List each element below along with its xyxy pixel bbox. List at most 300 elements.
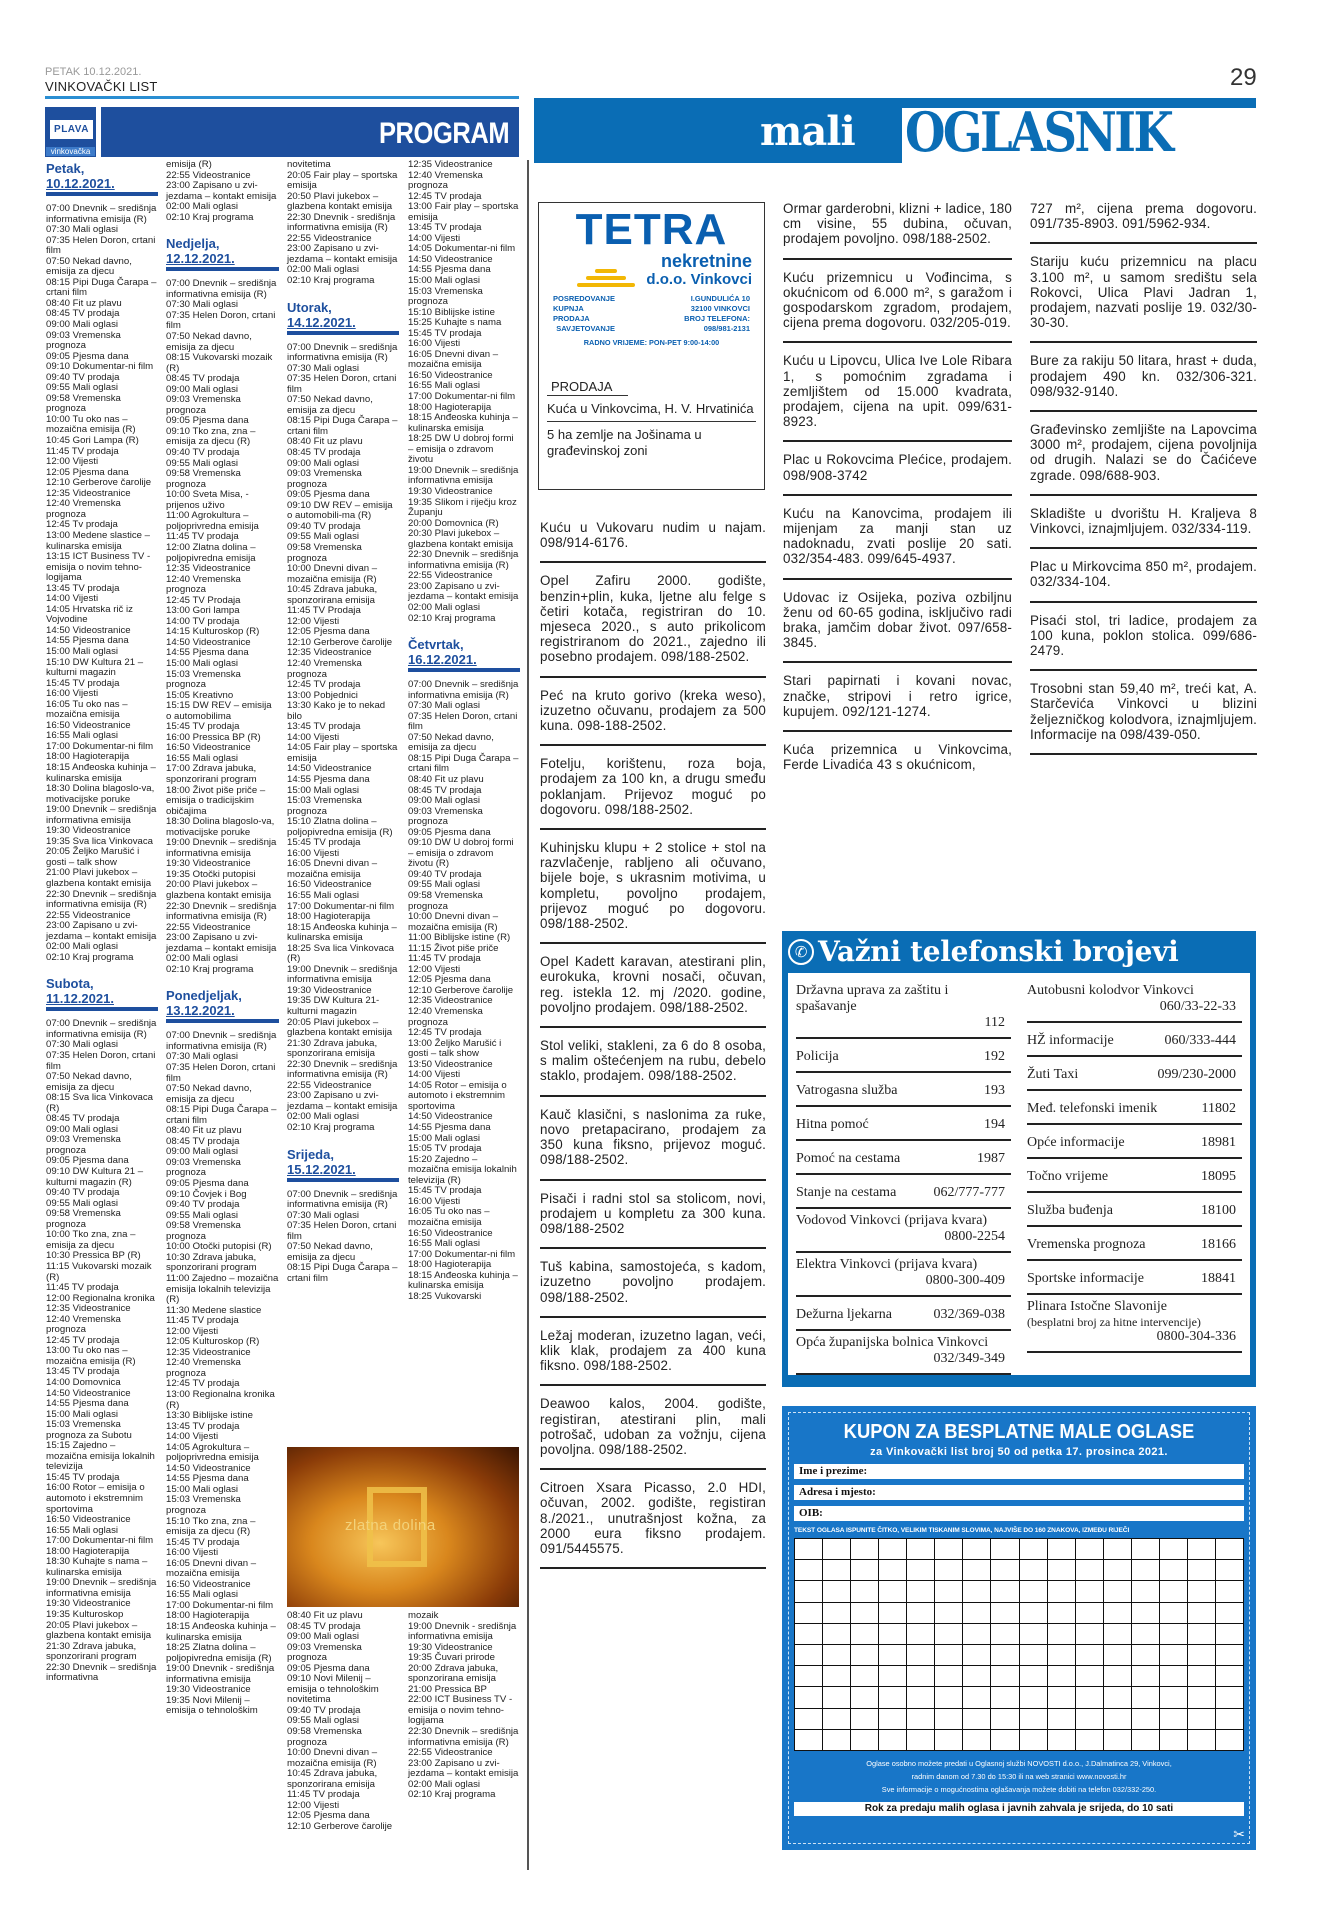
grid-cell[interactable] (935, 1666, 963, 1687)
grid-cell[interactable] (963, 1709, 991, 1730)
program-entry: 19:00 Dnevnik – središnja informativna emisija (166, 837, 277, 859)
program-entry: 12:05 Pjesma dana (408, 974, 491, 986)
header-divider (45, 96, 519, 99)
program-entry: 09:55 Mali oglasi (46, 1197, 118, 1209)
grid-cell[interactable] (1104, 1687, 1132, 1708)
grid-cell[interactable] (1020, 1666, 1048, 1687)
grid-cell[interactable] (907, 1730, 935, 1751)
grid-cell[interactable] (963, 1560, 991, 1581)
program-entry: 09:58 Vremenska prognoza (166, 468, 241, 490)
grid-cell[interactable] (935, 1581, 963, 1602)
day-date: 10.12.2021. (46, 176, 115, 191)
program-entry: 13:00 Medene slastice – kulinarska emisija (46, 529, 150, 552)
day-spacer (166, 223, 279, 235)
program-entry: 20:05 Fair play – sportska emisija (287, 169, 398, 192)
grid-cell[interactable] (991, 1603, 1019, 1624)
grid-cell[interactable] (795, 1709, 823, 1730)
grid-cell[interactable] (907, 1581, 935, 1602)
grid-cell[interactable] (935, 1539, 963, 1560)
grid-cell[interactable] (1020, 1624, 1048, 1645)
program-entry: 23:00 Zapisano u zvi-jezdama – kontakt emisija (408, 1757, 519, 1780)
grid-cell[interactable] (851, 1730, 879, 1751)
program-entry: 18:00 Hagioterapija (287, 911, 371, 923)
program-entry: 09:05 Pjesma dana (46, 1155, 129, 1167)
phone-row (796, 1297, 1011, 1331)
program-entry: 08:40 Fit uz plavu (287, 436, 363, 448)
phone-label: Državna uprava za zaštitu i spašavanje (796, 983, 949, 1014)
grid-cell[interactable] (1160, 1645, 1188, 1666)
grid-cell[interactable] (1020, 1709, 1048, 1730)
grid-cell[interactable] (963, 1624, 991, 1645)
grid-cell[interactable] (991, 1539, 1019, 1560)
classifieds-column-right-b (1030, 201, 1257, 755)
grid-cell[interactable] (795, 1539, 823, 1560)
program-entry: 02:10 Kraj programa (408, 612, 496, 624)
program-entry: 19:00 Dnevnik – središnja informativna emisija (287, 963, 398, 986)
grid-cell[interactable] (1188, 1581, 1216, 1602)
grid-cell[interactable] (879, 1666, 907, 1687)
grid-cell[interactable] (1020, 1603, 1048, 1624)
grid-cell[interactable] (1020, 1581, 1048, 1602)
grid-cell[interactable] (1132, 1645, 1160, 1666)
grid-cell[interactable] (1048, 1645, 1076, 1666)
program-entry: 22:55 Videostranice (408, 1747, 493, 1759)
program-entry: 13:00 Gori lampa (166, 605, 240, 617)
grid-cell[interactable] (1104, 1666, 1132, 1687)
program-entry: 12:35 Videostranice (408, 995, 493, 1007)
day-rule (46, 1007, 158, 1011)
grid-cell[interactable] (1160, 1539, 1188, 1560)
grid-cell[interactable] (1076, 1581, 1104, 1602)
grid-cell[interactable] (1188, 1624, 1216, 1645)
grid-cell[interactable] (795, 1581, 823, 1602)
grid-cell[interactable] (1104, 1560, 1132, 1581)
program-entry: 09:00 Mali oglasi (408, 795, 480, 807)
classified-ad: Bure za rakiju 50 litara, hrast + duda, prodajem 490 kn. 032/306-321. 098/932-9140. (1030, 343, 1257, 412)
grid-cell[interactable] (1188, 1666, 1216, 1687)
phone-label: Vatrogasna služba (796, 1083, 898, 1098)
grid-cell[interactable] (1160, 1560, 1188, 1581)
program-entry: 17:00 Zdrava jabuka, sponzorirani program (166, 763, 257, 785)
grid-cell[interactable] (1104, 1624, 1132, 1645)
grid-cell[interactable] (1216, 1624, 1244, 1645)
phones-title-row (788, 931, 1250, 973)
grid-cell[interactable] (1076, 1603, 1104, 1624)
grid-cell[interactable] (1048, 1603, 1076, 1624)
program-entry: 08:15 Pipi Duga Čarapa – crtani film (46, 276, 157, 299)
program-entry: 12:00 Vijesti (287, 615, 340, 627)
grid-cell[interactable] (1048, 1730, 1076, 1751)
grid-cell[interactable] (1188, 1539, 1216, 1560)
phone-row (796, 1141, 1011, 1175)
program-entry: 09:03 Vremenska prognoza (46, 1134, 121, 1156)
grid-cell[interactable] (851, 1603, 879, 1624)
grid-cell[interactable] (935, 1645, 963, 1666)
grid-cell[interactable] (1048, 1581, 1076, 1602)
program-entry: 18:00 Hagioterapija (46, 751, 130, 763)
grid-cell[interactable] (1188, 1730, 1216, 1751)
phone-number: 18095 (1201, 1169, 1236, 1184)
grid-cell[interactable] (1104, 1539, 1132, 1560)
program-entry: 12:45 TV prodaja (166, 1378, 240, 1390)
grid-cell[interactable] (851, 1666, 879, 1687)
name-field[interactable]: Ime i prezime: (794, 1464, 1244, 1479)
grid-cell[interactable] (1132, 1581, 1160, 1602)
program-entry: 15:00 Mali oglasi (46, 645, 118, 657)
grid-cell[interactable] (879, 1560, 907, 1581)
grid-cell[interactable] (935, 1687, 963, 1708)
program-entry: 14:50 Videostranice (166, 1462, 251, 1474)
phone-number: 0800-300-409 (925, 1273, 1005, 1288)
grid-cell[interactable] (1216, 1730, 1244, 1751)
program-entry: 07:30 Mali oglasi (166, 1051, 238, 1063)
program-entry: 19:35 Otočki putopisi (166, 868, 256, 880)
grid-cell[interactable] (879, 1581, 907, 1602)
program-entry: 13:50 Videostranice (408, 1058, 493, 1070)
grid-cell[interactable] (1160, 1730, 1188, 1751)
program-entry: 15:10 Biblijske istine (408, 306, 495, 318)
grid-cell[interactable] (795, 1666, 823, 1687)
classified-ad: Skladište u dvorištu H. Kraljeva 8 Vinkovci, iznajmljujem. 032/334-119. (1030, 496, 1257, 549)
program-entry: 20:00 Domovnica (R) (408, 517, 499, 529)
program-entry: 08:45 TV prodaja (408, 784, 482, 796)
program-entry: 17:00 Dokumentar-ni film (166, 1599, 274, 1611)
classified-ad: Plac u Rokovcima Plećice, prodajem. 098/908-3742 (783, 442, 1012, 495)
grid-cell[interactable] (1104, 1730, 1132, 1751)
grid-cell[interactable] (1020, 1687, 1048, 1708)
grid-cell[interactable] (795, 1624, 823, 1645)
grid-cell[interactable] (1216, 1709, 1244, 1730)
tetra-address (684, 294, 750, 334)
program-entry: 09:05 Pjesma dana (408, 826, 491, 838)
program-entry: 13:45 TV prodaja (408, 222, 482, 234)
grid-cell[interactable] (851, 1687, 879, 1708)
classified-ad: Kuhinjsku klupu + 2 stolice + stol na razvlačenje, rabljeno ali očuvano, bijele boje, s ukrasnim motivima, u kompletu, povoljno prodajem, prijevoz moguć po dogovoru. 098/188-2502. (540, 830, 766, 944)
grid-cell[interactable] (1160, 1666, 1188, 1687)
classified-ad: Opel Zafiru 2000. godište, benzin+plin, kuka, ljetne alu felge s četiri kotača, registriran do 10. mjeseca 2020., s auto prikolicom registriranom do 2021., zajedno ili posebno prodajem. 098/188-2502. (540, 563, 766, 677)
program-entry: 18:00 Hagioterapija (166, 1610, 250, 1622)
grid-cell[interactable] (991, 1687, 1019, 1708)
grid-cell[interactable] (1048, 1560, 1076, 1581)
grid-cell[interactable] (1076, 1709, 1104, 1730)
program-entry: 23:00 Zapisano u zvi-jezdama – kontakt emisija (287, 1090, 398, 1112)
grid-cell[interactable] (879, 1645, 907, 1666)
coupon-subtitle: za Vinkovački list broj 50 od petka 17. prosinca 2021. (870, 1446, 1168, 1458)
program-entry: 09:55 Mali oglasi (166, 457, 238, 469)
grid-cell[interactable] (879, 1730, 907, 1751)
grid-cell[interactable] (907, 1666, 935, 1687)
grid-cell[interactable] (991, 1560, 1019, 1581)
program-entry: 08:15 Pipi Duga Čarapa – crtani film (408, 752, 519, 775)
grid-cell[interactable] (1216, 1666, 1244, 1687)
grid-cell[interactable] (1132, 1687, 1160, 1708)
ad-text-grid[interactable] (794, 1538, 1244, 1751)
phone-row (796, 1039, 1011, 1073)
classifieds-column-middle (540, 520, 766, 1569)
program-entry: 21:00 Pressica BP (408, 1683, 487, 1695)
phone-row (1027, 1023, 1242, 1057)
program-entry: 11:45 TV prodaja (287, 1789, 360, 1801)
program-entry: 07:30 Mali oglasi (46, 224, 118, 236)
grid-cell[interactable] (1076, 1730, 1104, 1751)
grid-cell[interactable] (935, 1560, 963, 1581)
grid-cell[interactable] (1160, 1709, 1188, 1730)
program-entry: 11:00 Agrokultura – poljoprivredna emisija (166, 510, 259, 532)
program-entry: 19:30 Videostranice (287, 984, 372, 996)
grid-cell[interactable] (823, 1560, 851, 1581)
grid-cell[interactable] (991, 1581, 1019, 1602)
grid-cell[interactable] (1160, 1624, 1188, 1645)
grid-cell[interactable] (1188, 1560, 1216, 1581)
program-entry: 14:50 Videostranice (46, 624, 131, 636)
program-entry: 16:00 Vijesti (408, 1195, 461, 1207)
grid-cell[interactable] (1160, 1603, 1188, 1624)
grid-cell[interactable] (1216, 1645, 1244, 1666)
grid-cell[interactable] (1048, 1687, 1076, 1708)
grid-cell[interactable] (851, 1539, 879, 1560)
program-entry: 12:40 Vremenska prognoza (166, 1357, 241, 1379)
program-entry: 15:10 DW Kultura 21 – kulturni magazin (46, 656, 144, 679)
program-entry: 12:00 Regionalna kronika (46, 1292, 155, 1304)
grid-cell[interactable] (1216, 1560, 1244, 1581)
program-entry: novitetima (287, 159, 331, 170)
grid-cell[interactable] (1132, 1603, 1160, 1624)
classified-ad: Deawoo kalos, 2004. godište, registiran, atestirani plin, mali potrošač, udoban za vožnju, cijena povoljna. 098/188-2502. (540, 1386, 766, 1470)
program-entry: 16:50 Videostranice (46, 719, 131, 731)
grid-cell[interactable] (1188, 1603, 1216, 1624)
program-entry: 15:00 Mali oglasi (166, 1483, 238, 1495)
phone-label: Hitna pomoć (796, 1117, 869, 1132)
program-entry: 14:55 Pjesma dana (408, 1122, 491, 1134)
program-title-bar (101, 107, 519, 157)
grid-cell[interactable] (1104, 1709, 1132, 1730)
grid-cell[interactable] (963, 1603, 991, 1624)
grid-cell[interactable] (907, 1624, 935, 1645)
grid-cell[interactable] (907, 1687, 935, 1708)
grid-cell[interactable] (1076, 1687, 1104, 1708)
program-entry: 16:55 Mali oglasi (166, 1589, 238, 1601)
grid-cell[interactable] (879, 1539, 907, 1560)
grid-cell[interactable] (823, 1709, 851, 1730)
grid-cell[interactable] (1076, 1539, 1104, 1560)
grid-cell[interactable] (795, 1645, 823, 1666)
grid-cell[interactable] (907, 1645, 935, 1666)
program-entry: 02:10 Kraj programa (46, 951, 134, 963)
program-entry: 17:00 Dokumentar-ni film (408, 1248, 516, 1260)
program-entry: 20:00 Plavi jukebox – glazbena kontakt emisija (166, 879, 272, 901)
grid-cell[interactable] (1132, 1560, 1160, 1581)
grid-cell[interactable] (795, 1560, 823, 1581)
program-entry: 23:00 Zapisano u zvi-jezdama – kontakt emisija (166, 180, 277, 202)
program-entry: 18:25 DW U dobroj formi – emisija o zdravom životu (408, 433, 514, 466)
grid-cell[interactable] (1132, 1709, 1160, 1730)
grid-cell[interactable] (963, 1581, 991, 1602)
classified-ad: Plac u Mirkovcima 850 m², prodajem. 032/334-104. (1030, 549, 1257, 602)
grid-cell[interactable] (823, 1624, 851, 1645)
program-entry: 15:00 Mali oglasi (408, 1132, 480, 1144)
grid-cell[interactable] (851, 1645, 879, 1666)
grid-cell[interactable] (823, 1539, 851, 1560)
program-entry: 09:55 Mali oglasi (287, 1715, 359, 1727)
grid-cell[interactable] (963, 1687, 991, 1708)
grid-cell[interactable] (1132, 1539, 1160, 1560)
program-entry: 19:35 DW Kultura 21- kulturni magazin (287, 995, 380, 1018)
grid-cell[interactable] (1104, 1645, 1132, 1666)
program-entry: 15:10 Zlatna dolina – poljopivredna emisija (R) (287, 816, 393, 838)
grid-cell[interactable] (991, 1730, 1019, 1751)
program-entry: 22:30 Dnevnik – središnja informativna emisija (R) (408, 549, 519, 571)
phone-label: Policija (796, 1049, 839, 1064)
program-entry: 16:55 Mali oglasi (166, 752, 238, 764)
grid-cell[interactable] (1216, 1581, 1244, 1602)
grid-cell[interactable] (1188, 1645, 1216, 1666)
grid-cell[interactable] (879, 1603, 907, 1624)
classified-ad: Ormar garderobni, klizni + ladice, 180 cm visine, 55 dubina, očuvan, prodajem povoljno. 098/188-2502. (783, 201, 1012, 260)
grid-cell[interactable] (991, 1645, 1019, 1666)
grid-cell[interactable] (963, 1539, 991, 1560)
grid-cell[interactable] (1076, 1645, 1104, 1666)
grid-cell[interactable] (823, 1581, 851, 1602)
program-entry: 12:10 Gerberove čarolije (287, 636, 393, 648)
program-entry: 20:30 Plavi jukebox – glazbena kontakt emisija (408, 528, 514, 550)
program-entry: 16:00 Rotor – emisija o automoto i ekstremnim sportovima (46, 1482, 145, 1515)
grid-cell[interactable] (851, 1581, 879, 1602)
program-entry: 13:00 Željko Marušić i gosti – talk show (408, 1037, 502, 1060)
grid-cell[interactable] (907, 1560, 935, 1581)
grid-cell[interactable] (823, 1603, 851, 1624)
program-column-2 (166, 160, 279, 1717)
address-field[interactable]: Adresa i mjesto: (794, 1485, 1244, 1500)
grid-cell[interactable] (823, 1687, 851, 1708)
program-entry: 16:05 Tu oko nas – mozaična emisija (408, 1206, 490, 1228)
program-entry: 15:15 DW REV – emisija o automobilima (166, 700, 272, 722)
grid-cell[interactable] (851, 1624, 879, 1645)
grid-cell[interactable] (935, 1624, 963, 1645)
grid-cell[interactable] (1132, 1730, 1160, 1751)
classified-ad: Kauč klasični, s naslonima za ruke, novo pretapacirano, prodajem za 350 kuna fiksno, prijevoz moguć. 098/188-2502. (540, 1097, 766, 1181)
program-entry: 07:00 Dnevnik – središnja informativna emisija (R) (46, 203, 157, 225)
program-entry: 14:00 Domovnica (46, 1376, 121, 1388)
grid-cell[interactable] (879, 1709, 907, 1730)
program-entry: 15:45 TV prodaja (408, 327, 482, 339)
day-date: 12.12.2021. (166, 251, 235, 267)
grid-cell[interactable] (935, 1603, 963, 1624)
program-entry: 14:05 Hrvatska rič iz Vojvodine (46, 603, 133, 626)
program-entry: 13:30 Kako je to nekad bilo (287, 700, 386, 722)
grid-cell[interactable] (1020, 1560, 1048, 1581)
program-entry: 14:50 Videostranice (46, 1387, 131, 1399)
grid-cell[interactable] (991, 1624, 1019, 1645)
grid-cell[interactable] (879, 1687, 907, 1708)
program-entry: 09:40 TV prodaja (166, 1199, 240, 1211)
grid-cell[interactable] (991, 1709, 1019, 1730)
program-entry: 09:05 Pjesma dana (287, 1662, 370, 1674)
program-entry: 13:00 Pobjednici (287, 689, 358, 701)
program-entry: 10:45 Zdrava jabuka, sponzorirana emisija (287, 584, 378, 606)
grid-cell[interactable] (1020, 1539, 1048, 1560)
program-entry: 20:50 Plavi jukebox – glazbena kontakt emisija (287, 190, 393, 213)
grid-cell[interactable] (1132, 1624, 1160, 1645)
grid-cell[interactable] (1132, 1666, 1160, 1687)
grid-cell[interactable] (907, 1603, 935, 1624)
program-entry: 12:05 Pjesma dana (46, 466, 129, 478)
program-entry: emisija (R) (166, 159, 212, 170)
grid-cell[interactable] (907, 1539, 935, 1560)
grid-cell[interactable] (1076, 1560, 1104, 1581)
grid-cell[interactable] (1048, 1666, 1076, 1687)
grid-cell[interactable] (851, 1560, 879, 1581)
grid-cell[interactable] (1048, 1539, 1076, 1560)
classified-ad: 727 m², cijena prema dogovoru. 091/735-8903. 091/5962-934. (1030, 201, 1257, 244)
program-entry: 14:55 Pjesma dana (46, 635, 129, 647)
grid-cell[interactable] (1160, 1687, 1188, 1708)
program-entry: 17:00 Dokumentar-ni film (287, 900, 395, 912)
oglasnik-title: OGLASNIK (905, 100, 1172, 164)
grid-cell[interactable] (1216, 1539, 1244, 1560)
grid-cell[interactable] (935, 1730, 963, 1751)
day-heading: Petak, (46, 161, 85, 176)
phone-label: Stanje na cestama (796, 1185, 897, 1200)
phone-note: (besplatni broj za hitne intervencije) (1027, 1315, 1201, 1329)
grid-cell[interactable] (1076, 1624, 1104, 1645)
program-entry: 14:55 Pjesma dana (166, 647, 249, 659)
program-entry: 07:35 Helen Doron, crtani film (46, 1050, 156, 1072)
program-entry: 14:00 Vijesti (166, 1431, 219, 1443)
grid-cell[interactable] (907, 1709, 935, 1730)
program-entry: 22:30 Dnevnik – središnja informativna (46, 1661, 157, 1684)
grid-cell[interactable] (795, 1687, 823, 1708)
program-entry: 07:30 Mali oglasi (408, 700, 480, 712)
grid-cell[interactable] (795, 1730, 823, 1751)
program-entry: 09:55 Mali oglasi (46, 382, 118, 394)
grid-cell[interactable] (1188, 1709, 1216, 1730)
oib-field[interactable]: OIB: (794, 1506, 1244, 1521)
grid-cell[interactable] (795, 1603, 823, 1624)
grid-cell[interactable] (823, 1645, 851, 1666)
phone-label: HŽ informacije (1027, 1033, 1114, 1048)
grid-cell[interactable] (1104, 1581, 1132, 1602)
grid-cell[interactable] (1216, 1687, 1244, 1708)
classified-ad: Stari papirnati i kovani novac, značke, stripovi i retro igrice, kupujem. 092/121-1274. (783, 663, 1012, 732)
grid-cell[interactable] (963, 1730, 991, 1751)
phone-row (1027, 1125, 1242, 1159)
grid-cell[interactable] (1020, 1645, 1048, 1666)
grid-cell[interactable] (991, 1666, 1019, 1687)
program-entry: 12:35 Videostranice (408, 159, 493, 170)
grid-cell[interactable] (1076, 1666, 1104, 1687)
grid-cell[interactable] (823, 1666, 851, 1687)
grid-cell[interactable] (1020, 1730, 1048, 1751)
grid-cell[interactable] (1104, 1603, 1132, 1624)
grid-cell[interactable] (823, 1730, 851, 1751)
grid-cell[interactable] (1048, 1624, 1076, 1645)
program-entry: 09:03 Vremenska prognoza (46, 329, 121, 352)
grid-cell[interactable] (851, 1709, 879, 1730)
grid-cell[interactable] (1160, 1581, 1188, 1602)
grid-cell[interactable] (963, 1666, 991, 1687)
grid-cell[interactable] (879, 1624, 907, 1645)
grid-cell[interactable] (1188, 1687, 1216, 1708)
program-entry: 18:00 Hagioterapija (408, 401, 492, 413)
program-column-3 (287, 160, 399, 1285)
address-line: 32100 VINKOVCI (690, 304, 750, 313)
grid-cell[interactable] (935, 1709, 963, 1730)
grid-cell[interactable] (963, 1645, 991, 1666)
grid-cell[interactable] (1048, 1709, 1076, 1730)
grid-cell[interactable] (1216, 1603, 1244, 1624)
program-entry: 02:00 Mali oglasi (408, 1778, 480, 1790)
program-entry: 19:35 Novi Milenij – emisija o tehnološkim (166, 1694, 258, 1717)
